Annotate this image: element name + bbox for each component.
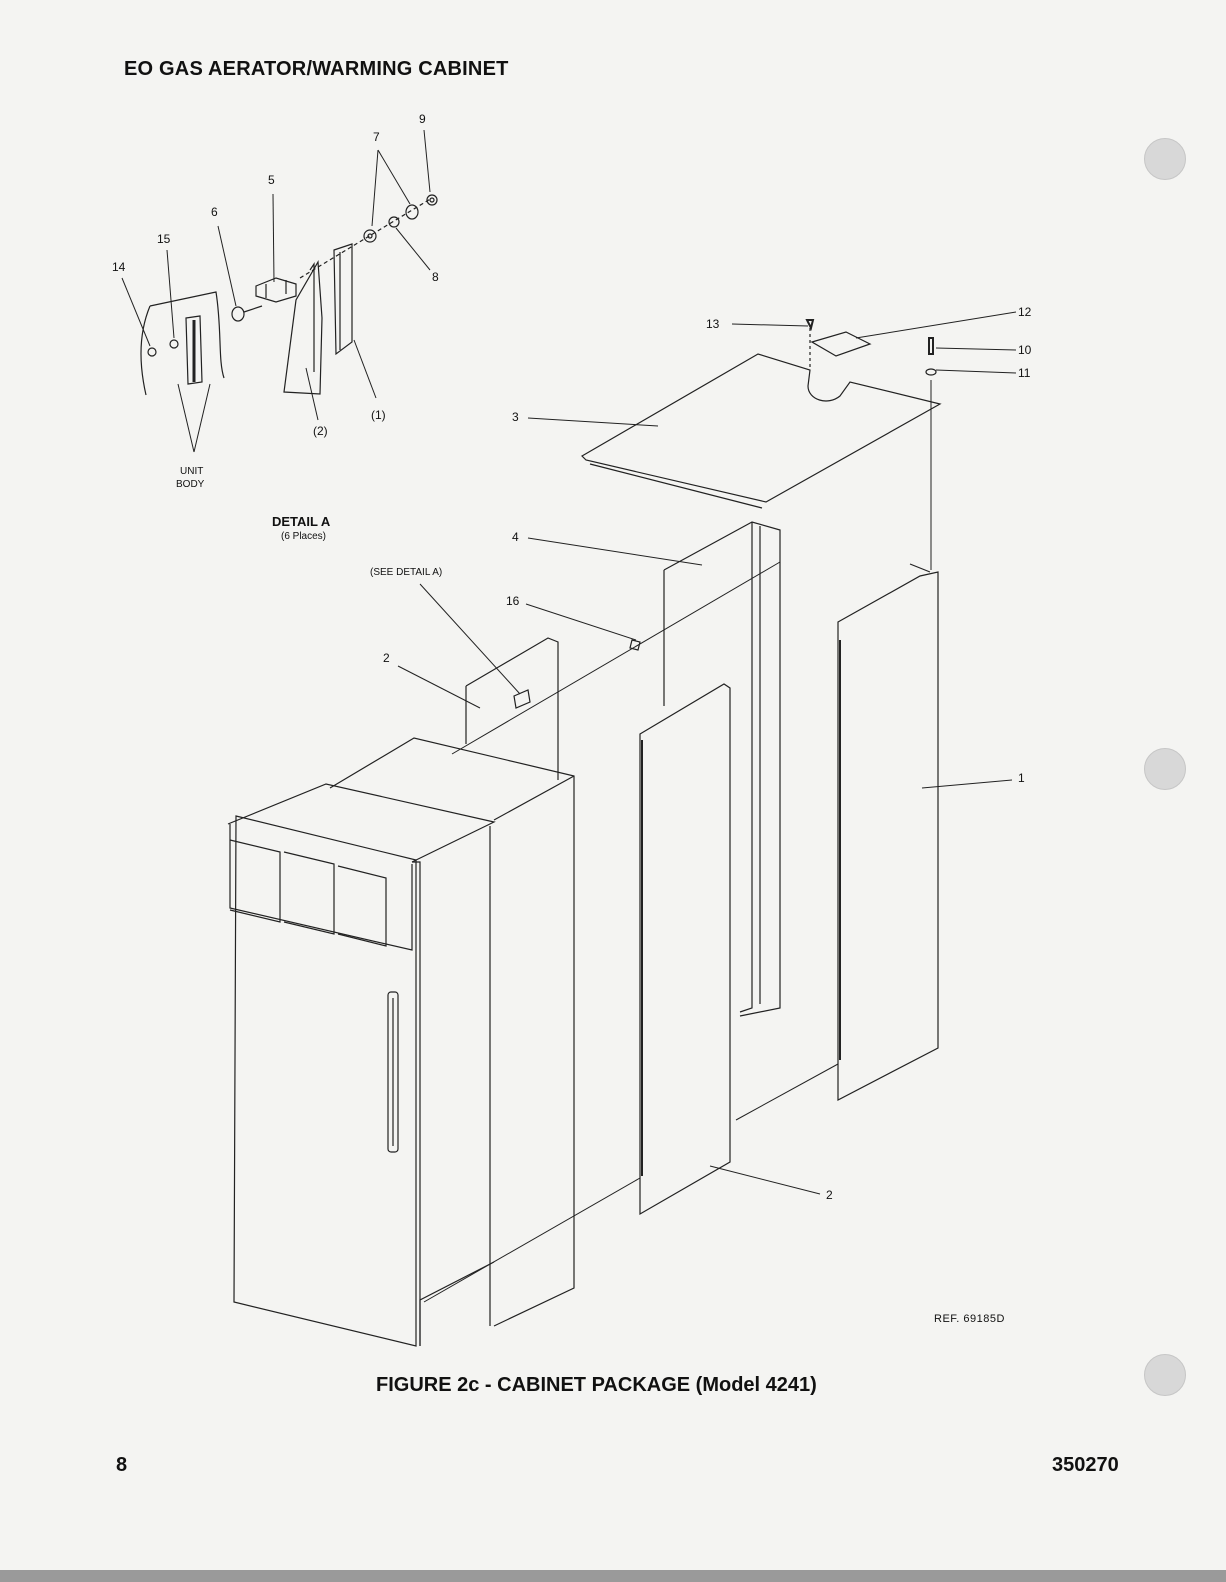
- label-7: 7: [373, 130, 380, 144]
- label-paren-2: (2): [313, 424, 328, 438]
- callout-16: 16: [506, 594, 520, 608]
- callout-10: 10: [1018, 343, 1032, 357]
- callout-2-upper: 2: [383, 651, 390, 665]
- callout-leaders: [398, 312, 1016, 1194]
- callout-1: 1: [1018, 771, 1025, 785]
- reference-number: REF. 69185D: [934, 1313, 1005, 1325]
- callout-2-lower: 2: [826, 1188, 833, 1202]
- scan-edge: [0, 1570, 1226, 1582]
- callout-3: 3: [512, 410, 519, 424]
- detail-a-drawing: [122, 130, 437, 452]
- detail-a-title: DETAIL A: [272, 514, 331, 529]
- see-detail-label: (SEE DETAIL A): [370, 567, 443, 578]
- unit-body-label-line2: BODY: [176, 479, 205, 490]
- side-panel-upper-drawing: [466, 638, 558, 780]
- label-8: 8: [432, 270, 439, 284]
- figure-caption: FIGURE 2c - CABINET PACKAGE (Model 4241): [376, 1374, 817, 1396]
- label-14: 14: [112, 260, 126, 274]
- callout-11: 11: [1018, 366, 1031, 380]
- page-number: 8: [116, 1454, 128, 1476]
- callout-12: 12: [1018, 305, 1032, 319]
- top-panel-drawing: [582, 320, 940, 570]
- unit-body-label-line1: UNIT: [180, 466, 204, 477]
- label-6: 6: [211, 205, 218, 219]
- cabinet-body-drawing: [228, 738, 574, 1346]
- side-panel-right-drawing: [838, 564, 938, 1100]
- callout-13: 13: [706, 317, 720, 331]
- label-9: 9: [419, 112, 426, 126]
- document-number: 350270: [1052, 1454, 1119, 1476]
- label-5: 5: [268, 173, 275, 187]
- detail-a-subtitle: (6 Places): [281, 531, 327, 542]
- label-15: 15: [157, 232, 171, 246]
- side-panel-lower-drawing: [424, 684, 730, 1302]
- callout-4: 4: [512, 530, 519, 544]
- rear-panel-drawing: [452, 522, 838, 1120]
- page-title: EO GAS AERATOR/WARMING CABINET: [124, 58, 509, 80]
- label-paren-1: (1): [371, 408, 386, 422]
